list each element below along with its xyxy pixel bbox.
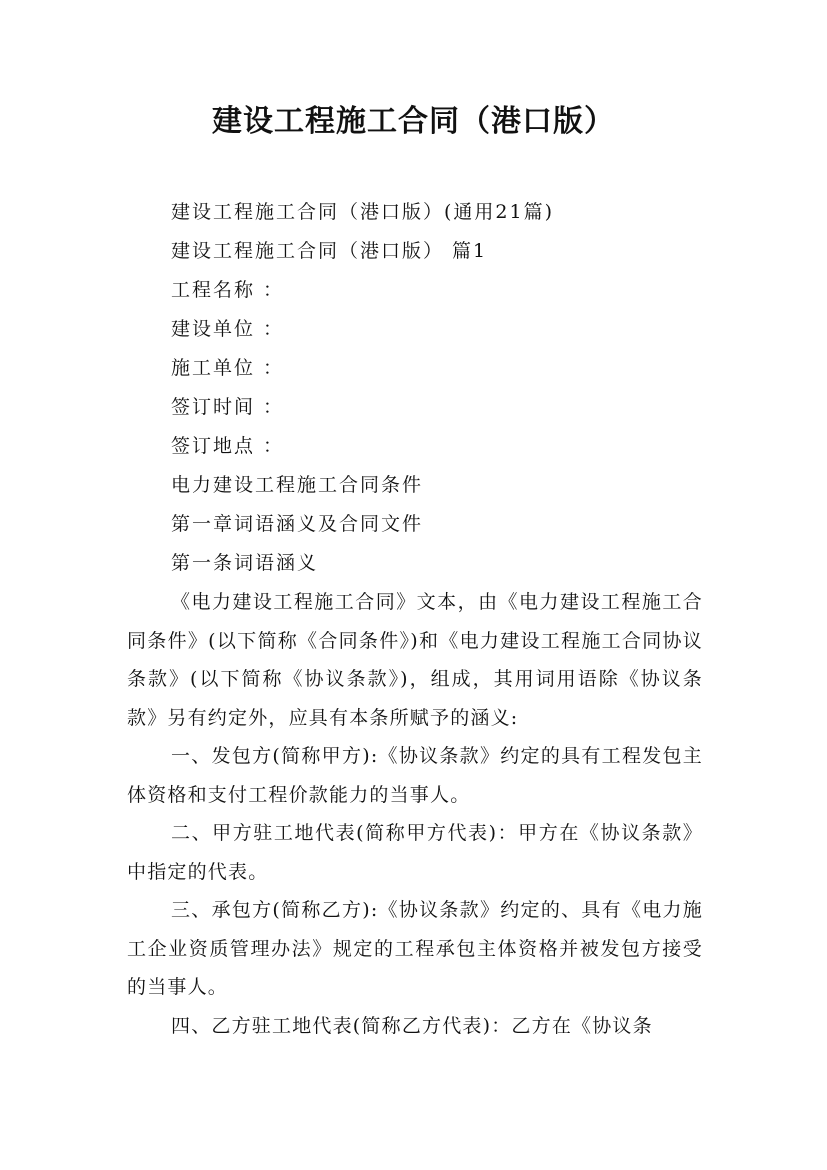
paragraph-item-4: 四、乙方驻工地代表(简称乙方代表)：乙方在《协议条 bbox=[171, 1014, 653, 1037]
document-body bbox=[127, 193, 703, 1045]
document-title: 建设工程施工合同（港口版） bbox=[212, 104, 615, 139]
paragraph-intro: 《电力建设工程施工合同》文本，由《电力建设工程施工合同条件》(以下简称《合同条件》)和《电力建设工程施工合同协议条款》(以下简称《协议条款》)，组成，其用词用语除《协议条款》另有约定外，应具有本条所赋予的涵义: bbox=[127, 591, 703, 729]
text-line-signing-place: 签订地点 ： bbox=[171, 435, 285, 457]
text-line-signing-date: 签订时间 ： bbox=[171, 396, 285, 418]
paragraph-item-2: 二、甲方驻工地代表(简称甲方代表)：甲方在《协议条款》中指定的代表。 bbox=[127, 822, 703, 883]
text-line-article-heading: 第一条词语涵义 bbox=[171, 552, 319, 574]
text-line-contractor-unit: 施工单位 ： bbox=[171, 357, 285, 379]
text-line-subtitle: 建设工程施工合同（港口版）(通用21篇) bbox=[171, 201, 555, 223]
text-line-project-name: 工程名称 ： bbox=[171, 279, 285, 301]
paragraph-item-3: 三、承包方(简称乙方):《协议条款》约定的、具有《电力施工企业资质管理办法》规定的工程承包主体资格并被发包方接受的当事人。 bbox=[127, 899, 703, 998]
text-line-section-heading: 建设工程施工合同（港口版） 篇1 bbox=[171, 240, 488, 262]
text-line-construction-unit: 建设单位 ： bbox=[171, 318, 285, 340]
text-line-chapter-heading: 第一章词语涵义及合同文件 bbox=[171, 513, 424, 535]
text-line-conditions-title: 电力建设工程施工合同条件 bbox=[171, 474, 424, 496]
paragraph-item-1: 一、发包方(简称甲方):《协议条款》约定的具有工程发包主体资格和支付工程价款能力的当事人。 bbox=[127, 745, 703, 806]
